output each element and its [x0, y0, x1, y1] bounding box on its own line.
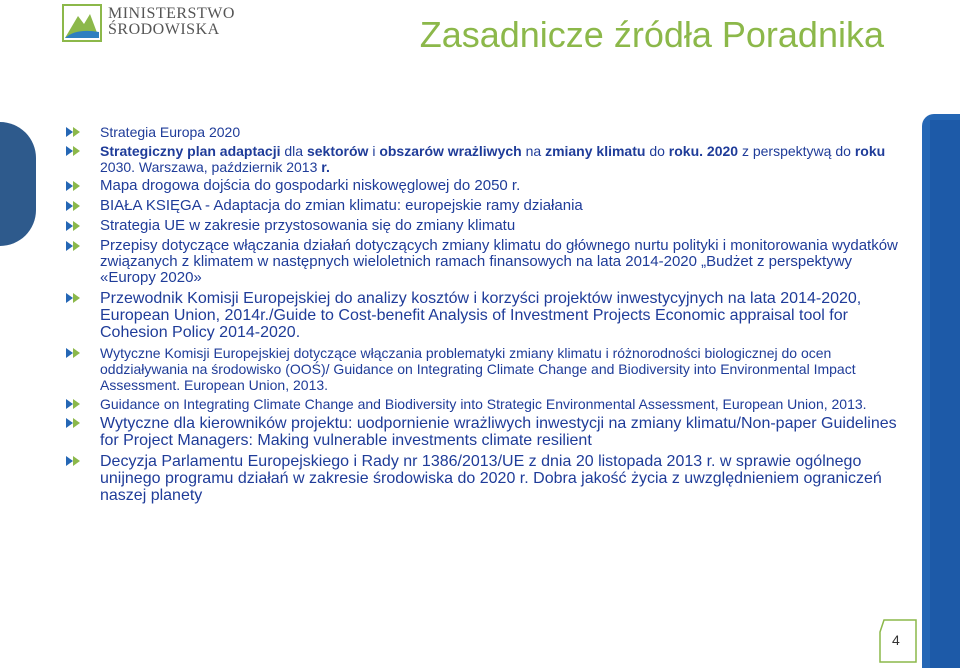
list-item — [66, 345, 906, 393]
list-item — [66, 218, 906, 234]
bullet-arrow-icon — [66, 181, 82, 191]
right-decorative-bar-inner — [930, 120, 960, 668]
page-title: Zasadnicze źródła Poradnika — [419, 14, 884, 55]
bullet-arrow-icon — [66, 418, 82, 428]
bullet-arrow-icon — [66, 127, 82, 137]
list-item-text: Wytyczne dla kierowników projektu: uodpornienie wrażliwych inwestycji na zmiany klimatu/Non-paper Guidelines for Project Managers: Making vulnerable investments climate resilient — [100, 415, 897, 449]
bullet-arrow-icon — [66, 146, 82, 156]
bullet-arrow-icon — [66, 399, 82, 409]
list-item-text: Przewodnik Komisji Europejskiej do analizy kosztów i korzyści projektów inwestycyjnych na lata 2014-2020, European Union, 2014r./Guide to Cost-benefit Analysis of Investment Projects Economic appraisal tool for Cohesion Policy 2014-2020. — [100, 290, 862, 341]
list-item — [66, 396, 906, 412]
bullet-arrow-icon — [66, 241, 82, 251]
list-item-text: Przepisy dotyczące włączania działań dotyczących zmiany klimatu do głównego nurtu polityki i monitorowania wydatków związanych z klimatem w następnych wieloletnich ramach finansowych na lata 2014-2020 „Budżet z perspektywy «Europy 2020» — [100, 237, 898, 286]
list-item — [66, 198, 906, 214]
list-item — [66, 290, 906, 341]
list-item — [66, 415, 906, 449]
list-item-text: Strategia UE w zakresie przystosowania się do zmiany klimatu — [100, 217, 516, 234]
list-item-text: Mapa drogowa dojścia do gospodarki niskowęglowej do 2050 r. — [100, 177, 521, 194]
sources-list — [66, 124, 906, 508]
bullet-arrow-icon — [66, 201, 82, 211]
bullet-arrow-icon — [66, 348, 82, 358]
logo-text-line2: ŚRODOWISKA — [108, 21, 220, 38]
list-item — [66, 453, 906, 504]
mountains-logo-icon — [62, 4, 102, 42]
list-item — [66, 143, 906, 175]
list-item — [66, 178, 906, 194]
list-item-text: Decyzja Parlamentu Europejskiego i Rady nr 1386/2013/UE z dnia 20 listopada 2013 r. w sprawie ogólnego unijnego programu działań w zakresie środowiska do 2020 r. Dobra jakość życia z uwzględnieniem ograniczeń naszej planety — [100, 453, 882, 504]
list-item-text: Strategia Europa 2020 — [100, 124, 241, 140]
ministry-logo — [62, 4, 252, 42]
list-item-text: Wytyczne Komisji Europejskiej dotyczące włączania problematyki zmiany klimatu i różnorodności biologicznej do ocen oddziaływania na środowisko (OOŚ)/ Guidance on Integrating Climate Change and Biodiversity into Environmental Impact Assessment. European Union, 2013. — [100, 345, 856, 393]
list-item-text: BIAŁA KSIĘGA - Adaptacja do zmian klimatu: europejskie ramy działania — [100, 197, 583, 214]
list-item — [66, 124, 906, 140]
bullet-arrow-icon — [66, 293, 82, 303]
list-item-text: Strategiczny plan adaptacji dla sektorów i obszarów wrażliwych na zmiany klimatu do roku. 2020 z perspektywą do roku 2030. Warszawa, październik 2013 r. — [100, 143, 886, 175]
logo-text-line1: MINISTERSTWO — [108, 5, 235, 22]
page-number: 4 — [892, 632, 900, 648]
bullet-arrow-icon — [66, 221, 82, 231]
bullet-arrow-icon — [66, 456, 82, 466]
list-item — [66, 238, 906, 286]
list-item-text: Guidance on Integrating Climate Change and Biodiversity into Strategic Environmental Assessment, European Union, 2013. — [100, 396, 867, 412]
left-decorative-tab — [0, 122, 36, 246]
